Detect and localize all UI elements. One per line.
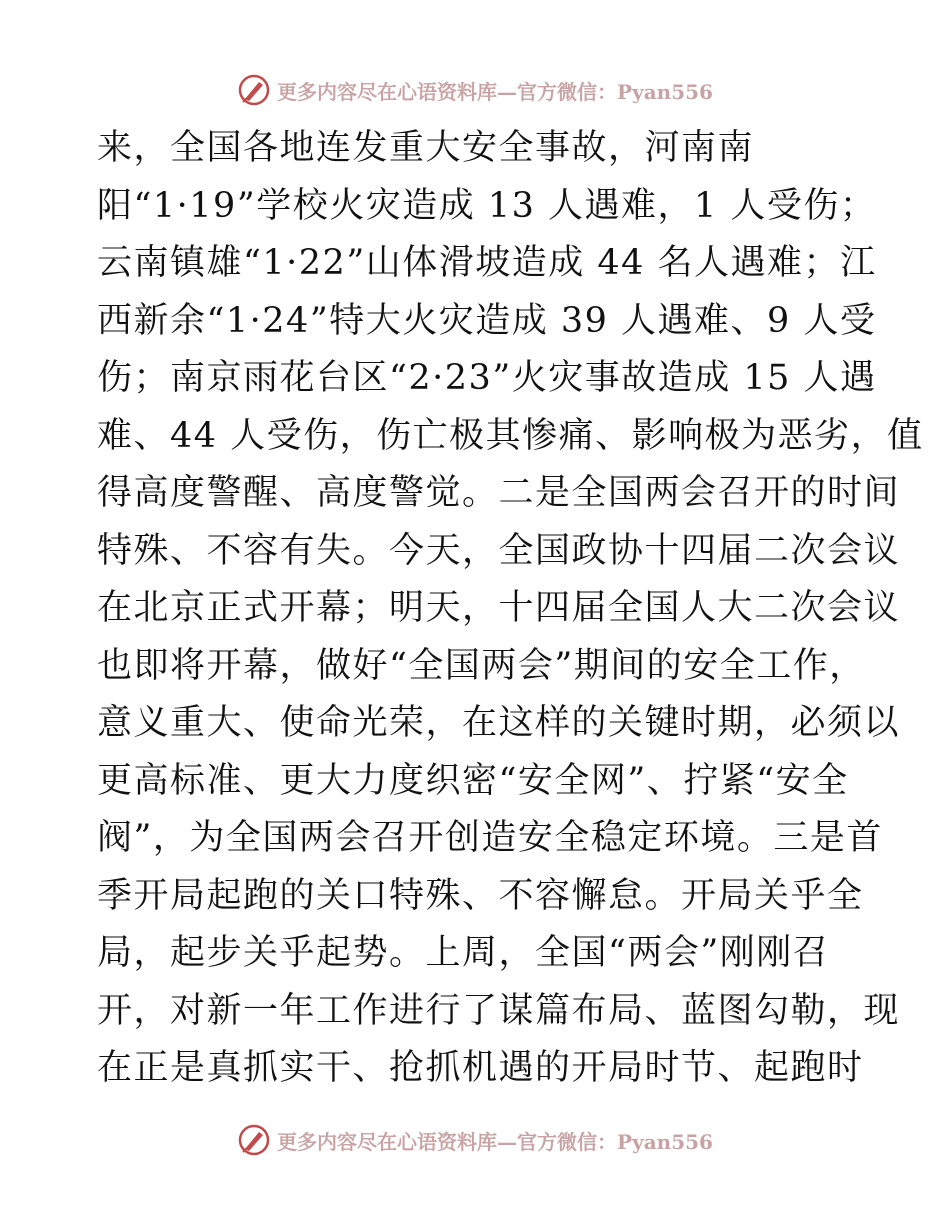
text-line-11: 意义重大、使命光荣，在这样的关键时期，必须以 (97, 703, 901, 743)
text-line-12: 更高标准、更大力度织密“安全网”、拧紧“安全 (97, 760, 849, 801)
text-line-8: 特殊、不容有失。今天，全国政协十四届二次会议 (97, 530, 901, 571)
text-line-4: 西新余“1·24”特大火灾造成 39 人遇难、9 人受 (97, 300, 877, 341)
quill-logo-icon (237, 73, 271, 107)
text-line-14: 季开局起跑的关口特殊、不容懈怠。开局关乎全 (97, 875, 864, 916)
header-watermark-main: 更多内容尽在心语资料库 (277, 79, 498, 104)
text-line-15: 局，起步关乎起势。上周，全国“两会”刚刚召 (97, 933, 830, 973)
footer-watermark (0, 1120, 950, 1160)
text-line-2: 阳“1·19”学校火灾造成 13 人遇难，1 人受伤； (97, 185, 877, 226)
text-line-3: 云南镇雄“1·22”山体滑坡造成 44 名人遇难；江 (97, 243, 877, 283)
header-watermark-contact: 官方微信：Pyan556 (517, 79, 713, 104)
text-line-17: 在正是真抓实干、抢抓机遇的开局时节、起跑时 (97, 1048, 864, 1088)
text-line-1: 来，全国各地连发重大安全事故，河南南 (97, 128, 755, 168)
text-line-16: 开，对新一年工作进行了谋篇布局、蓝图勾勒，现 (97, 990, 901, 1031)
footer-watermark-contact: 官方微信：Pyan556 (517, 1129, 713, 1154)
text-line-5: 伤；南京雨花台区“2·23”火灾事故造成 15 人遇 (97, 358, 877, 398)
text-line-9: 在北京正式开幕；明天，十四届全国人大二次会议 (97, 588, 901, 628)
footer-watermark-dash: — (497, 1129, 518, 1154)
header-watermark-text (277, 76, 713, 105)
text-line-13: 阀”，为全国两会召开创造安全稳定环境。三是首 (97, 818, 883, 858)
footer-watermark-main: 更多内容尽在心语资料库 (277, 1129, 498, 1154)
text-line-10: 也即将开幕，做好“全国两会”期间的安全工作， (97, 645, 866, 686)
header-watermark-dash: — (497, 79, 518, 104)
header-watermark (0, 70, 950, 110)
text-line-7: 得高度警醒、高度警觉。二是全国两会召开的时间 (97, 473, 901, 513)
footer-watermark-text (277, 1126, 713, 1155)
quill-logo-icon (237, 1123, 271, 1157)
text-line-6: 难、44 人受伤，伤亡极其惨痛、影响极为恶劣，值 (97, 415, 924, 456)
document-body (97, 120, 924, 1098)
